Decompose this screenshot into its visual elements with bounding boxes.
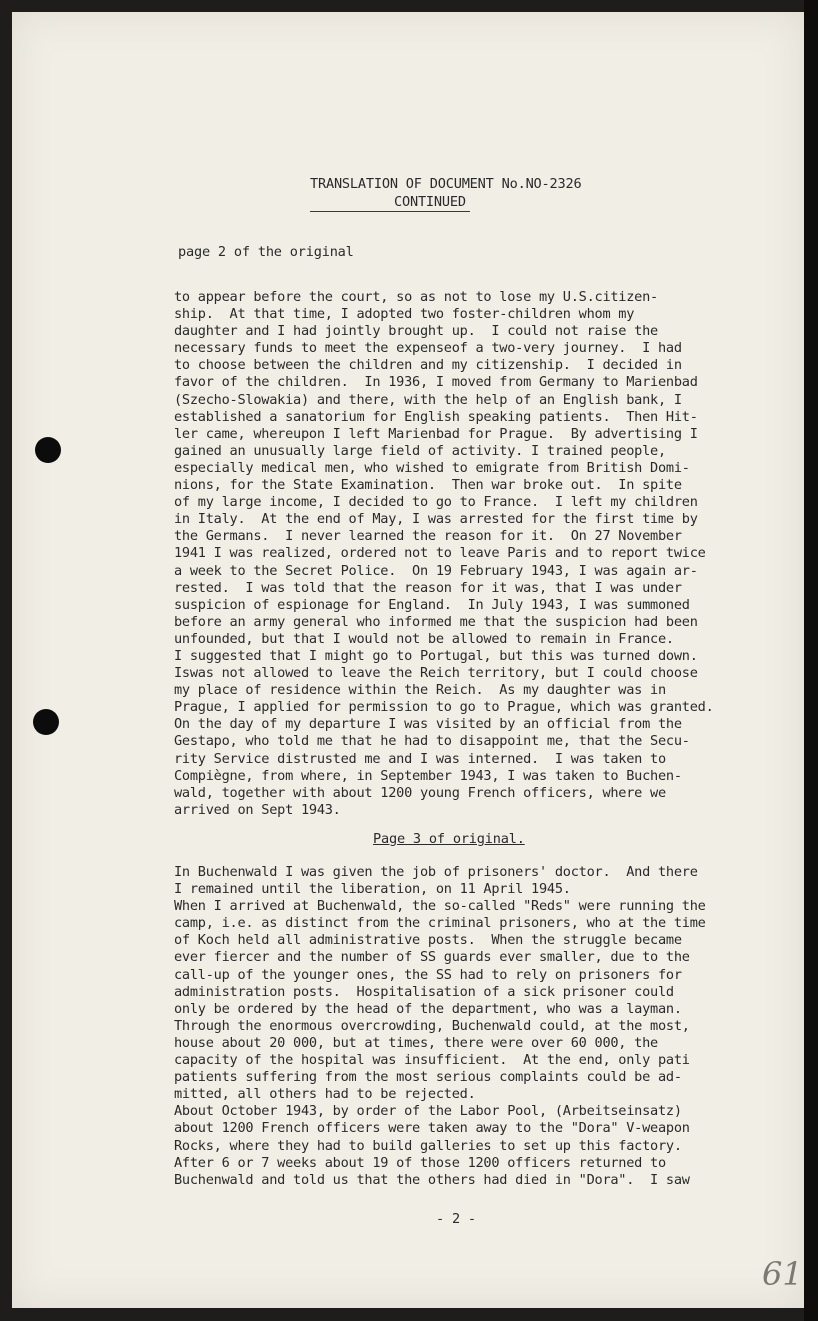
- text-line: especially medical men, who wished to emigrate from British Domi-: [174, 459, 690, 476]
- title-underline: [310, 211, 470, 212]
- page-reference: page 2 of the original: [178, 244, 354, 260]
- text-line: I remained until the liberation, on 11 April 1945.: [174, 881, 571, 898]
- text-line: wald, together with about 1200 young French officers, where we: [174, 784, 666, 801]
- text-line: Rocks, where they had to build galleries to set up this factory.: [174, 1137, 682, 1154]
- document-subtitle: CONTINUED: [394, 194, 466, 210]
- text-line: to appear before the court, so as not to lose my U.S.citizen-: [174, 289, 658, 305]
- text-line: About October 1943, by order of the Labor Pool, (Arbeitseinsatz): [174, 1103, 682, 1120]
- handwritten-folio-number: 61: [762, 1255, 803, 1293]
- section-heading: Page 3 of original.: [373, 831, 525, 847]
- text-line: ever fiercer and the number of SS guards ever smaller, due to the: [174, 949, 690, 966]
- scan-edge: [804, 0, 818, 1321]
- document-title: TRANSLATION OF DOCUMENT No.NO-2326: [310, 176, 582, 192]
- text-line: of my large income, I decided to go to France. I left my children: [174, 494, 698, 511]
- text-line: daughter and I had jointly brought up. I could not raise the: [174, 323, 658, 340]
- text-line: favor of the children. In 1936, I moved from Germany to Marienbad: [174, 374, 698, 391]
- text-line: nions, for the State Examination. Then war broke out. In spite: [174, 477, 682, 494]
- text-line: rity Service distrusted me and I was interned. I was taken to: [174, 750, 666, 767]
- page-number: - 2 -: [436, 1211, 476, 1227]
- text-line: After 6 or 7 weeks about 19 of those 1200 officers returned to: [174, 1154, 666, 1171]
- text-line: capacity of the hospital was insufficient. At the end, only pati: [174, 1052, 690, 1069]
- text-line: Prague, I applied for permission to go to Prague, which was granted.: [174, 699, 714, 716]
- text-line: suspicion of espionage for England. In July 1943, I was summoned: [174, 596, 690, 613]
- text-line: administration posts. Hospitalisation of a sick prisoner could: [174, 983, 674, 1000]
- text-line: arrived on Sept 1943.: [174, 801, 341, 818]
- text-line: call-up of the younger ones, the SS had to rely on prisoners for: [174, 966, 682, 983]
- text-line: to choose between the children and my citizenship. I decided in: [174, 357, 682, 374]
- text-line: 1941 I was realized, ordered not to leave Paris and to report twice: [174, 545, 706, 562]
- text-line: patients suffering from the most serious complaints could be ad-: [174, 1069, 682, 1086]
- text-line: the Germans. I never learned the reason for it. On 27 November: [174, 528, 682, 545]
- text-line: I suggested that I might go to Portugal, but this was turned down.: [174, 647, 698, 664]
- text-line: Iswas not allowed to leave the Reich territory, but I could choose: [174, 665, 698, 682]
- text-line: in Italy. At the end of May, I was arrested for the first time by: [174, 511, 698, 528]
- text-line: my place of residence within the Reich. As my daughter was in: [174, 682, 666, 699]
- text-line: only be ordered by the head of the department, who was a layman.: [174, 1000, 682, 1017]
- text-line: established a sanatorium for English speaking patients. Then Hit-: [174, 408, 698, 425]
- text-line: (Szecho-Slowakia) and there, with the help of an English bank, I: [174, 391, 682, 408]
- text-line: Gestapo, who told me that he had to disappoint me, that the Secu-: [174, 733, 690, 750]
- text-line: mitted, all others had to be rejected.: [174, 1086, 476, 1103]
- text-line: about 1200 French officers were taken away to the "Dora" V-weapon: [174, 1120, 690, 1137]
- body-paragraph-1: [174, 289, 744, 819]
- text-line: ler came, whereupon I left Marienbad for Prague. By advertising I: [174, 425, 698, 442]
- text-line: Buchenwald and told us that the others had died in "Dora". I saw: [174, 1171, 690, 1188]
- punch-hole-top: [35, 437, 61, 463]
- text-line: necessary funds to meet the expenseof a two-very journey. I had: [174, 340, 682, 357]
- text-line: rested. I was told that the reason for it was, that I was under: [174, 579, 682, 596]
- text-line: of Koch held all administrative posts. When the struggle became: [174, 932, 682, 949]
- text-line: On the day of my departure I was visited by an official from the: [174, 716, 682, 733]
- text-line: Through the enormous overcrowding, Buchenwald could, at the most,: [174, 1017, 690, 1034]
- text-line: In Buchenwald I was given the job of prisoners' doctor. And there: [174, 864, 698, 880]
- text-line: camp, i.e. as distinct from the criminal prisoners, who at the time: [174, 915, 706, 932]
- text-line: ship. At that time, I adopted two foster-children whom my: [174, 306, 635, 323]
- text-line: When I arrived at Buchenwald, the so-called "Reds" were running the: [174, 898, 706, 915]
- text-line: a week to the Secret Police. On 19 February 1943, I was again ar-: [174, 562, 698, 579]
- text-line: before an army general who informed me that the suspicion had been: [174, 613, 698, 630]
- text-line: Compiègne, from where, in September 1943, I was taken to Buchen-: [174, 767, 682, 784]
- text-line: gained an unusually large field of activity. I trained people,: [174, 442, 666, 459]
- punch-hole-bottom: [33, 709, 59, 735]
- text-line: unfounded, but that I would not be allowed to remain in France.: [174, 630, 674, 647]
- body-paragraph-2: [174, 864, 744, 1189]
- text-line: house about 20 000, but at times, there were over 60 000, the: [174, 1034, 658, 1051]
